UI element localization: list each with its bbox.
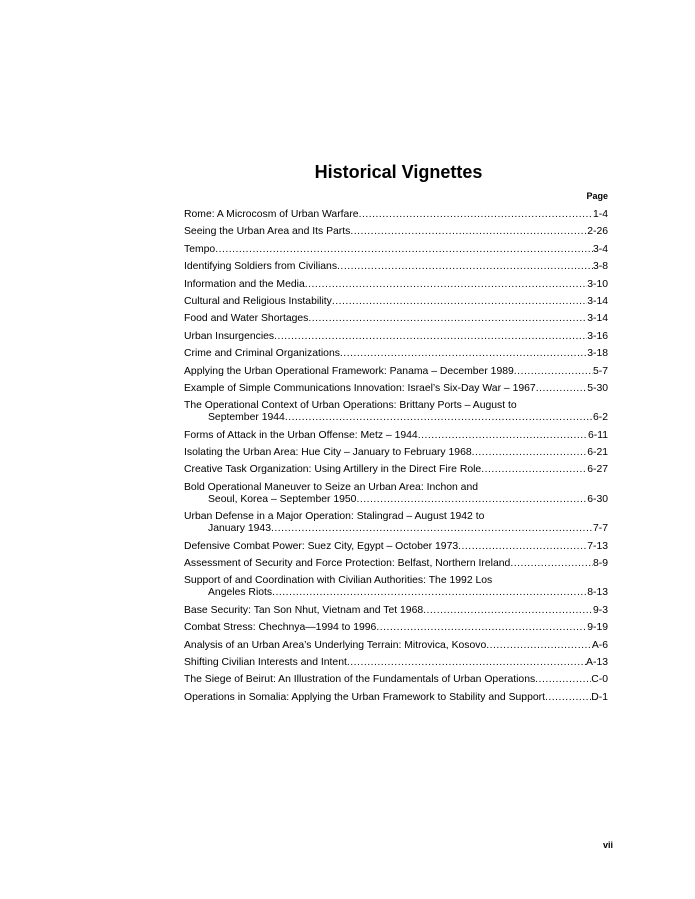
toc-entry-title: Applying the Urban Operational Framework: Panama – December 1989 <box>184 365 514 377</box>
toc-entry-title: Base Security: Tan Son Nhut, Vietnam and Tet 1968 <box>184 604 424 616</box>
toc-list <box>184 209 608 709</box>
toc-entry-page: D-1 <box>591 691 608 703</box>
dot-leader <box>545 692 591 704</box>
page-title: Historical Vignettes <box>314 162 483 182</box>
toc-entry-page: 8-9 <box>592 558 608 570</box>
toc-entry[interactable] <box>184 296 608 308</box>
toc-entry-title: Isolating the Urban Area: Hue City – January to February 1968 <box>184 447 472 459</box>
toc-entry-page: 3-10 <box>587 278 608 290</box>
toc-entry-page: 3-14 <box>587 313 608 325</box>
dot-leader <box>514 366 593 378</box>
toc-entry-page: 3-8 <box>592 261 608 273</box>
toc-entry[interactable] <box>184 430 608 442</box>
dot-leader <box>535 674 591 686</box>
toc-entry-page: 7-7 <box>592 523 608 535</box>
toc-entry-title: Seeing the Urban Area and Its Parts <box>184 226 351 238</box>
toc-entry-title-continued: Angeles Riots <box>208 587 273 599</box>
toc-entry-page: 3-16 <box>587 330 608 342</box>
toc-entry[interactable] <box>184 226 608 238</box>
toc-entry-title: Assessment of Security and Force Protection: Belfast, Northern Ireland <box>184 558 511 570</box>
dot-leader <box>337 261 593 273</box>
toc-entry-title: Rome: A Microcosm of Urban Warfare <box>184 209 359 220</box>
toc-entry-title: Urban Insurgencies <box>184 330 275 342</box>
dot-leader <box>215 244 593 256</box>
toc-entry[interactable] <box>184 541 608 553</box>
toc-entry[interactable] <box>184 657 608 669</box>
toc-entry-page: A-6 <box>591 639 608 651</box>
page-column-header: Page <box>586 191 608 201</box>
toc-entry-title: Information and the Media <box>184 278 305 290</box>
toc-entry-title: Forms of Attack in the Urban Offense: Metz – 1944 <box>184 429 418 441</box>
dot-leader <box>308 313 587 325</box>
dot-leader <box>332 296 587 308</box>
toc-entry[interactable] <box>184 400 608 424</box>
toc-entry[interactable] <box>184 605 608 617</box>
toc-entry[interactable] <box>184 558 608 570</box>
toc-entry[interactable] <box>184 482 608 506</box>
toc-entry-page: 3-14 <box>587 295 608 307</box>
toc-entry-page: 8-13 <box>587 587 608 599</box>
toc-entry-page: 9-19 <box>587 622 608 634</box>
toc-entry-title: Bold Operational Maneuver to Seize an Urban Area: Inchon and <box>184 481 479 493</box>
dot-leader <box>356 494 587 506</box>
toc-entry[interactable] <box>184 313 608 325</box>
dot-leader <box>472 447 588 459</box>
toc-entry-page: 7-13 <box>587 540 608 552</box>
dot-leader <box>305 279 587 291</box>
dot-leader <box>271 523 593 535</box>
toc-entry-title: Identifying Soldiers from Civilians <box>184 261 338 273</box>
toc-entry[interactable] <box>184 622 608 634</box>
toc-entry[interactable] <box>184 209 608 221</box>
dot-leader <box>418 430 588 442</box>
dot-leader <box>486 640 592 652</box>
toc-entry-title: Tempo <box>184 243 216 255</box>
toc-entry-title-continued: September 1944 <box>208 412 285 424</box>
toc-entry[interactable] <box>184 511 608 535</box>
dot-leader <box>340 348 587 360</box>
toc-entry-page: 6-21 <box>587 447 608 459</box>
toc-entry-page: 3-18 <box>587 348 608 360</box>
toc-entry[interactable] <box>184 366 608 378</box>
toc-entry[interactable] <box>184 447 608 459</box>
toc-entry-page: 2-26 <box>587 226 608 238</box>
toc-entry-page: 6-30 <box>587 493 608 505</box>
toc-entry-page: 6-2 <box>592 412 608 424</box>
dot-leader <box>481 464 587 476</box>
toc-entry-page: 6-11 <box>587 429 608 441</box>
dot-leader <box>272 587 587 599</box>
toc-entry-page: 9-3 <box>592 604 608 616</box>
toc-entry-title: The Operational Context of Urban Operations: Brittany Ports – August to <box>184 400 517 412</box>
dot-leader <box>536 383 587 395</box>
toc-entry-page: 1-4 <box>592 209 608 220</box>
toc-entry[interactable] <box>184 674 608 686</box>
toc-entry-page: 3-4 <box>592 243 608 255</box>
toc-entry[interactable] <box>184 464 608 476</box>
toc-entry[interactable] <box>184 640 608 652</box>
toc-entry[interactable] <box>184 575 608 599</box>
toc-entry[interactable] <box>184 692 608 704</box>
toc-entry[interactable] <box>184 279 608 291</box>
toc-entry[interactable] <box>184 348 608 360</box>
toc-entry-page: 5-30 <box>587 382 608 394</box>
dot-leader <box>274 331 587 343</box>
toc-entry-title: Operations in Somalia: Applying the Urban Framework to Stability and Support <box>184 691 545 703</box>
toc-entry-page: 6-27 <box>587 464 608 476</box>
toc-entry[interactable] <box>184 383 608 395</box>
toc-entry-title: The Siege of Beirut: An Illustration of the Fundamentals of Urban Operations <box>184 674 536 686</box>
dot-leader <box>376 622 587 634</box>
toc-entry-page: A-13 <box>586 656 608 668</box>
toc-entry[interactable] <box>184 331 608 343</box>
toc-entry-title: Support of and Coordination with Civilian Authorities: The 1992 Los <box>184 575 493 587</box>
dot-leader <box>359 209 593 221</box>
toc-entry-title: Food and Water Shortages <box>184 313 309 325</box>
toc-entry-title: Urban Defense in a Major Operation: Stalingrad – August 1942 to <box>184 511 485 523</box>
dot-leader <box>347 657 586 669</box>
toc-entry-title: Analysis of an Urban Area’s Underlying Terrain: Mitrovica, Kosovo <box>184 639 487 651</box>
dot-leader <box>285 412 593 424</box>
toc-entry-page: C-0 <box>591 674 608 686</box>
dot-leader <box>458 541 587 553</box>
toc-entry-title-continued: Seoul, Korea – September 1950 <box>208 493 357 505</box>
toc-entry[interactable] <box>184 261 608 273</box>
toc-entry-title: Combat Stress: Chechnya—1994 to 1996 <box>184 622 377 634</box>
dot-leader <box>510 558 593 570</box>
toc-entry-title: Example of Simple Communications Innovation: Israel’s Six-Day War – 1967 <box>184 382 536 394</box>
dot-leader <box>350 226 587 238</box>
footer-page-number: vii <box>602 840 613 850</box>
toc-entry-title: Creative Task Organization: Using Artillery in the Direct Fire Role <box>184 464 482 476</box>
toc-entry-title: Defensive Combat Power: Suez City, Egypt – October 1973 <box>184 540 459 552</box>
dot-leader <box>423 605 593 617</box>
toc-entry-page: 5-7 <box>592 365 608 377</box>
toc-entry[interactable] <box>184 244 608 256</box>
toc-entry-title: Shifting Civilian Interests and Intent <box>184 656 347 668</box>
toc-entry-title: Cultural and Religious Instability <box>184 295 332 307</box>
toc-entry-title-continued: January 1943 <box>208 523 271 535</box>
toc-entry-title: Crime and Criminal Organizations <box>184 348 340 360</box>
